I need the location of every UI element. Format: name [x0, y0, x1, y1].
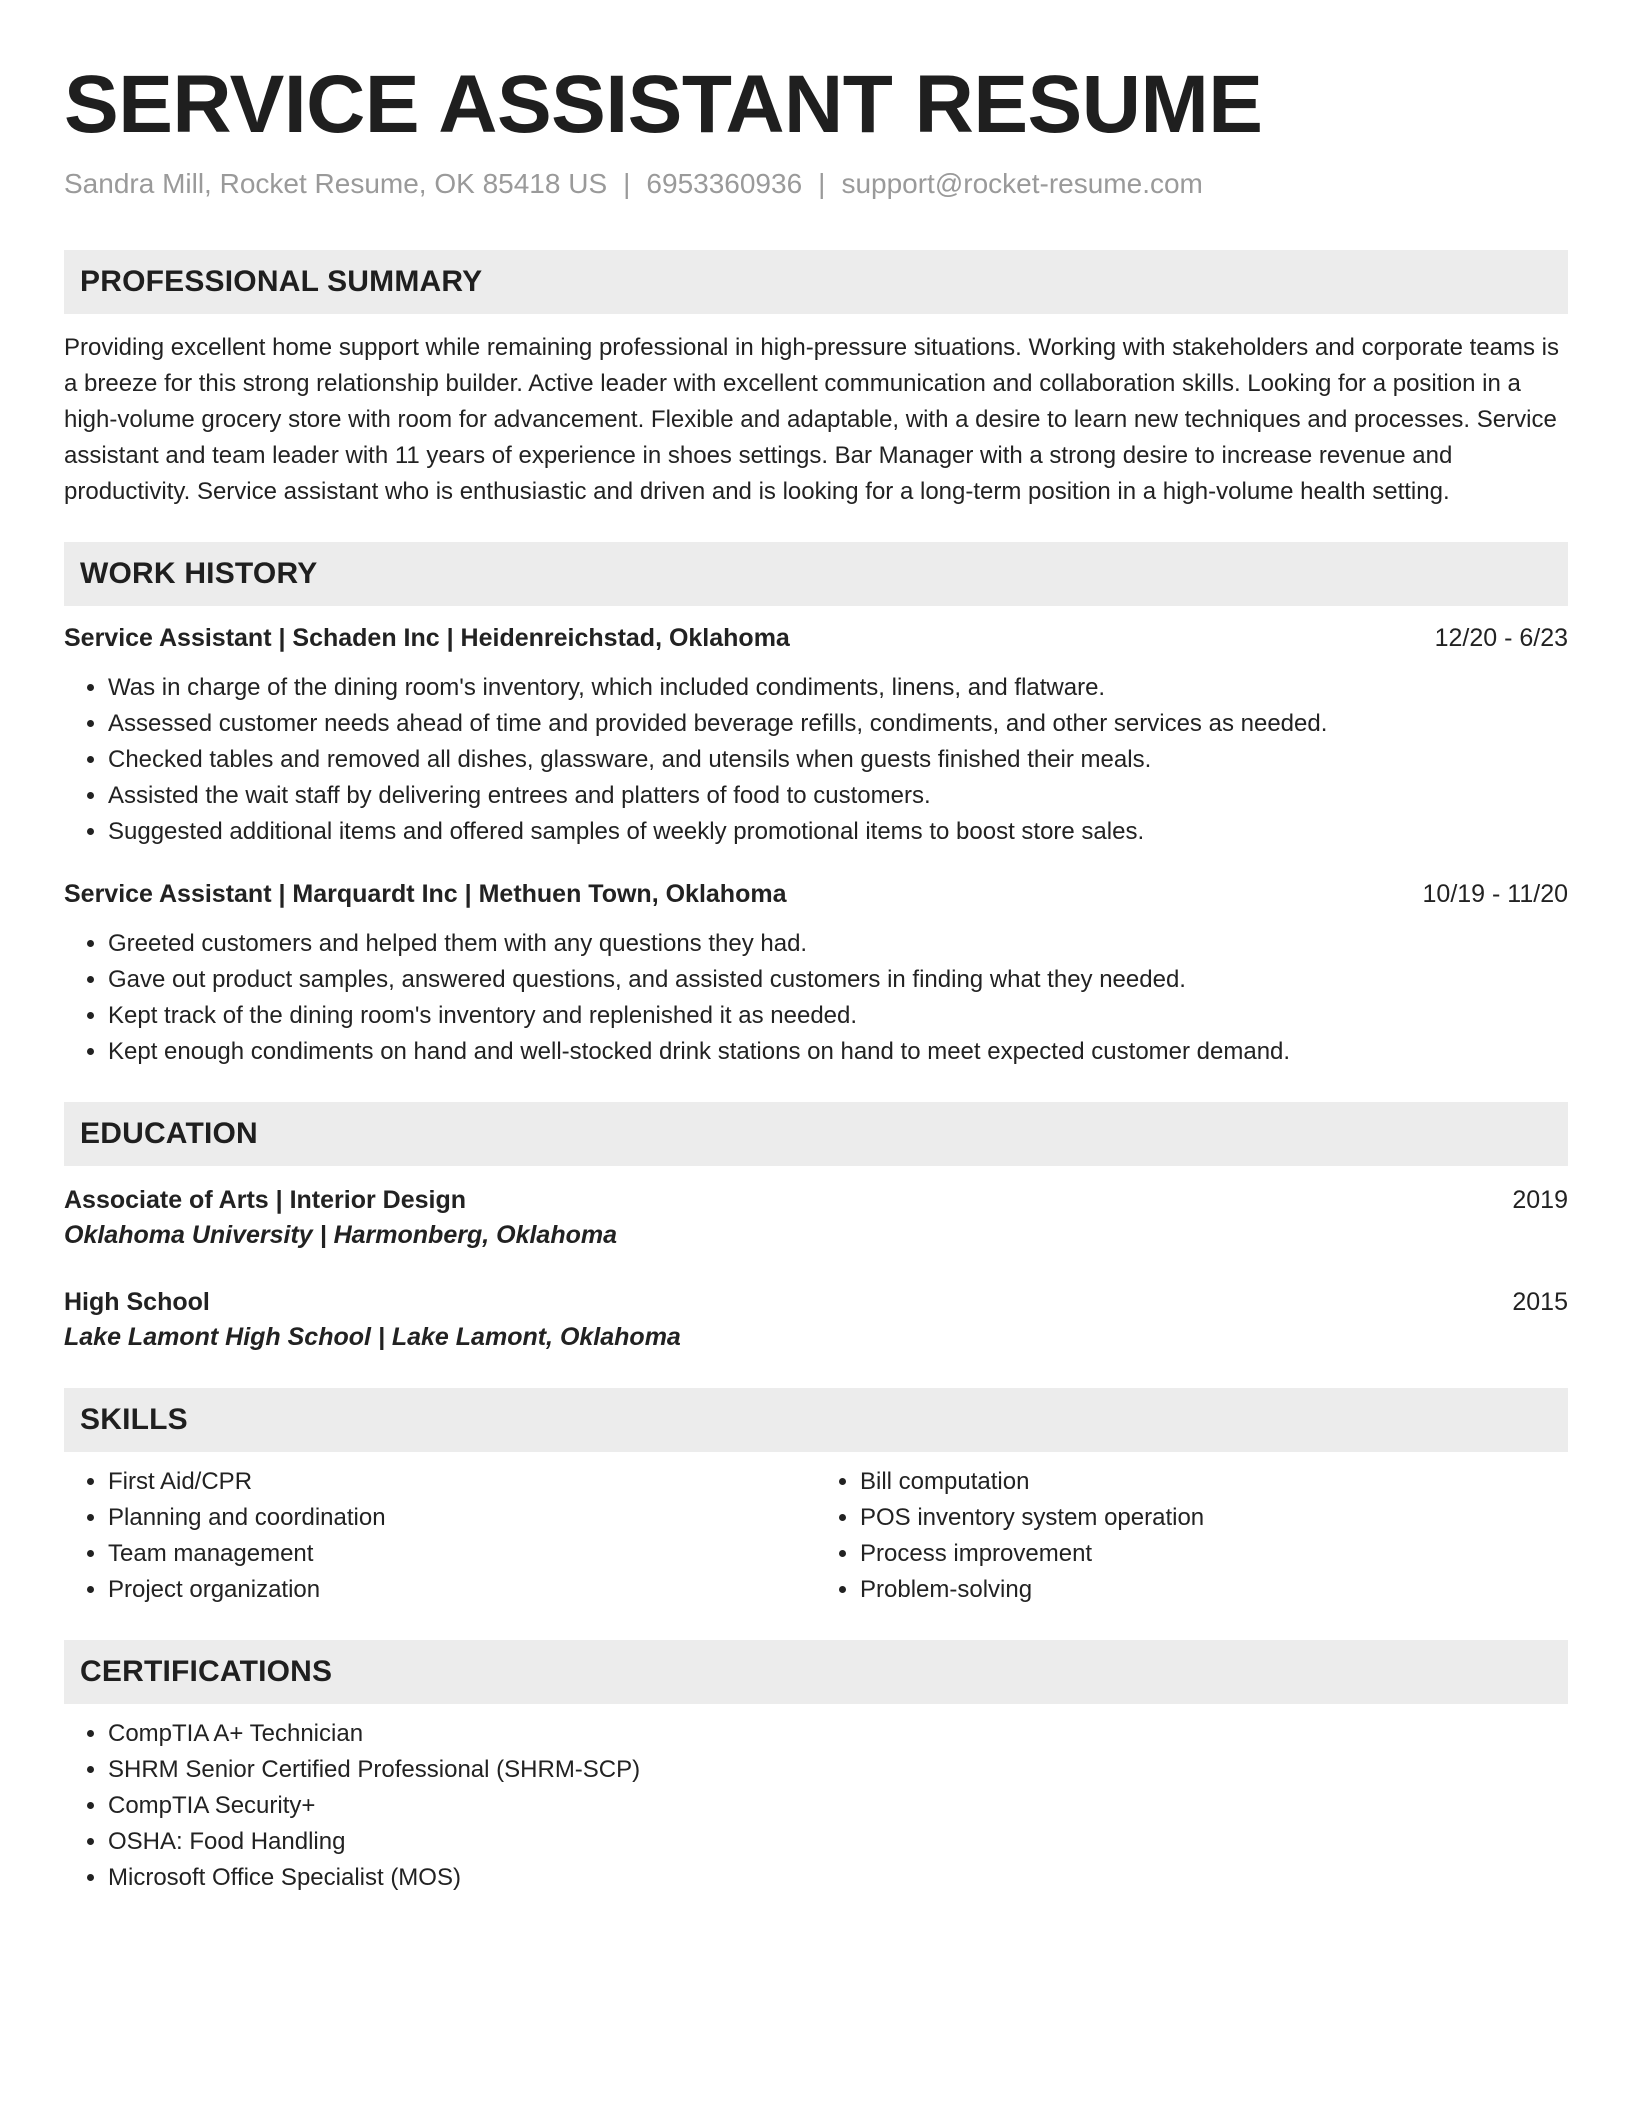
job-title: Service Assistant | Schaden Inc | Heidenreichstad, Oklahoma [64, 624, 790, 652]
certifications-list [64, 1716, 1568, 1896]
list-item: • Kept enough condiments on hand and well-stocked drink stations on hand to meet expected customer demand. [108, 1034, 1568, 1070]
list-item: • Greeted customers and helped them with any questions they had. [108, 926, 1568, 962]
job-bullet-list [64, 926, 1568, 1070]
list-item: • Planning and coordination [108, 1500, 816, 1536]
job-entry [64, 622, 1568, 850]
contact-email: support@rocket-resume.com [841, 168, 1203, 199]
list-item: • SHRM Senior Certified Professional (SHRM-SCP) [108, 1752, 1568, 1788]
job-dates: 10/19 - 11/20 [1422, 880, 1568, 908]
job-bullet-list [64, 670, 1568, 850]
job-entry [64, 878, 1568, 1070]
list-item: • Team management [108, 1536, 816, 1572]
list-item: • First Aid/CPR [108, 1464, 816, 1500]
list-item: • Checked tables and removed all dishes, glassware, and utensils when guests finished their meals. [108, 742, 1568, 778]
list-item: • Microsoft Office Specialist (MOS) [108, 1860, 1568, 1896]
education-degree: Associate of Arts | Interior Design [64, 1186, 466, 1214]
job-header [64, 878, 1568, 910]
skills-columns [64, 1464, 1568, 1608]
section-heading-education: EDUCATION [64, 1102, 1568, 1166]
contact-address: Sandra Mill, Rocket Resume, OK 85418 US [64, 168, 608, 199]
list-item: • Was in charge of the dining room's inventory, which included condiments, linens, and flatware. [108, 670, 1568, 706]
summary-text: Providing excellent home support while remaining professional in high-pressure situations. Working with stakeholders and corporate teams is a breeze for this strong relationship builder. Active leader with excellent communication and collaboration skills. Looking for a position in a high-volume grocery store with room for advancement. Flexible and adaptable, with a desire to learn new techniques and processes. Service assistant and team leader with 11 years of experience in shoes settings. Bar Manager with a strong desire to increase revenue and productivity. Service assistant who is enthusiastic and driven and is looking for a long-term position in a high-volume health setting. [64, 334, 1559, 505]
list-item: • Bill computation [860, 1464, 1568, 1500]
contact-line [64, 170, 1568, 198]
list-item: • Assisted the wait staff by delivering entrees and platters of food to customers. [108, 778, 1568, 814]
list-item: • Gave out product samples, answered questions, and assisted customers in finding what they needed. [108, 962, 1568, 998]
job-title: Service Assistant | Marquardt Inc | Methuen Town, Oklahoma [64, 880, 787, 908]
page-title: SERVICE ASSISTANT RESUME [64, 59, 1263, 150]
education-header [64, 1286, 1568, 1318]
contact-phone: 6953360936 [646, 168, 803, 199]
list-item: • CompTIA Security+ [108, 1788, 1568, 1824]
list-item: • Problem-solving [860, 1572, 1568, 1608]
education-year: 2015 [1512, 1288, 1568, 1316]
list-item: • Process improvement [860, 1536, 1568, 1572]
contact-separator: | [818, 168, 826, 199]
section-heading-work-history: WORK HISTORY [64, 542, 1568, 606]
education-header [64, 1184, 1568, 1216]
list-item: • CompTIA A+ Technician [108, 1716, 1568, 1752]
skills-list-left [64, 1464, 816, 1608]
list-item: • Assessed customer needs ahead of time and provided beverage refills, condiments, and other services as needed. [108, 706, 1568, 742]
education-entry [64, 1286, 1568, 1356]
education-school: Oklahoma University | Harmonberg, Oklahoma [64, 1221, 617, 1249]
contact-separator: | [623, 168, 631, 199]
education-degree: High School [64, 1288, 210, 1316]
section-heading-summary: PROFESSIONAL SUMMARY [64, 250, 1568, 314]
education-entry [64, 1184, 1568, 1254]
education-year: 2019 [1512, 1186, 1568, 1214]
education-school: Lake Lamont High School | Lake Lamont, Oklahoma [64, 1323, 681, 1351]
job-header [64, 622, 1568, 654]
section-heading-certifications: CERTIFICATIONS [64, 1640, 1568, 1704]
job-dates: 12/20 - 6/23 [1434, 624, 1568, 652]
list-item: • OSHA: Food Handling [108, 1824, 1568, 1860]
list-item: • POS inventory system operation [860, 1500, 1568, 1536]
list-item: • Kept track of the dining room's inventory and replenished it as needed. [108, 998, 1568, 1034]
list-item: • Suggested additional items and offered samples of weekly promotional items to boost store sales. [108, 814, 1568, 850]
section-heading-skills: SKILLS [64, 1388, 1568, 1452]
list-item: • Project organization [108, 1572, 816, 1608]
skills-list-right [816, 1464, 1568, 1608]
